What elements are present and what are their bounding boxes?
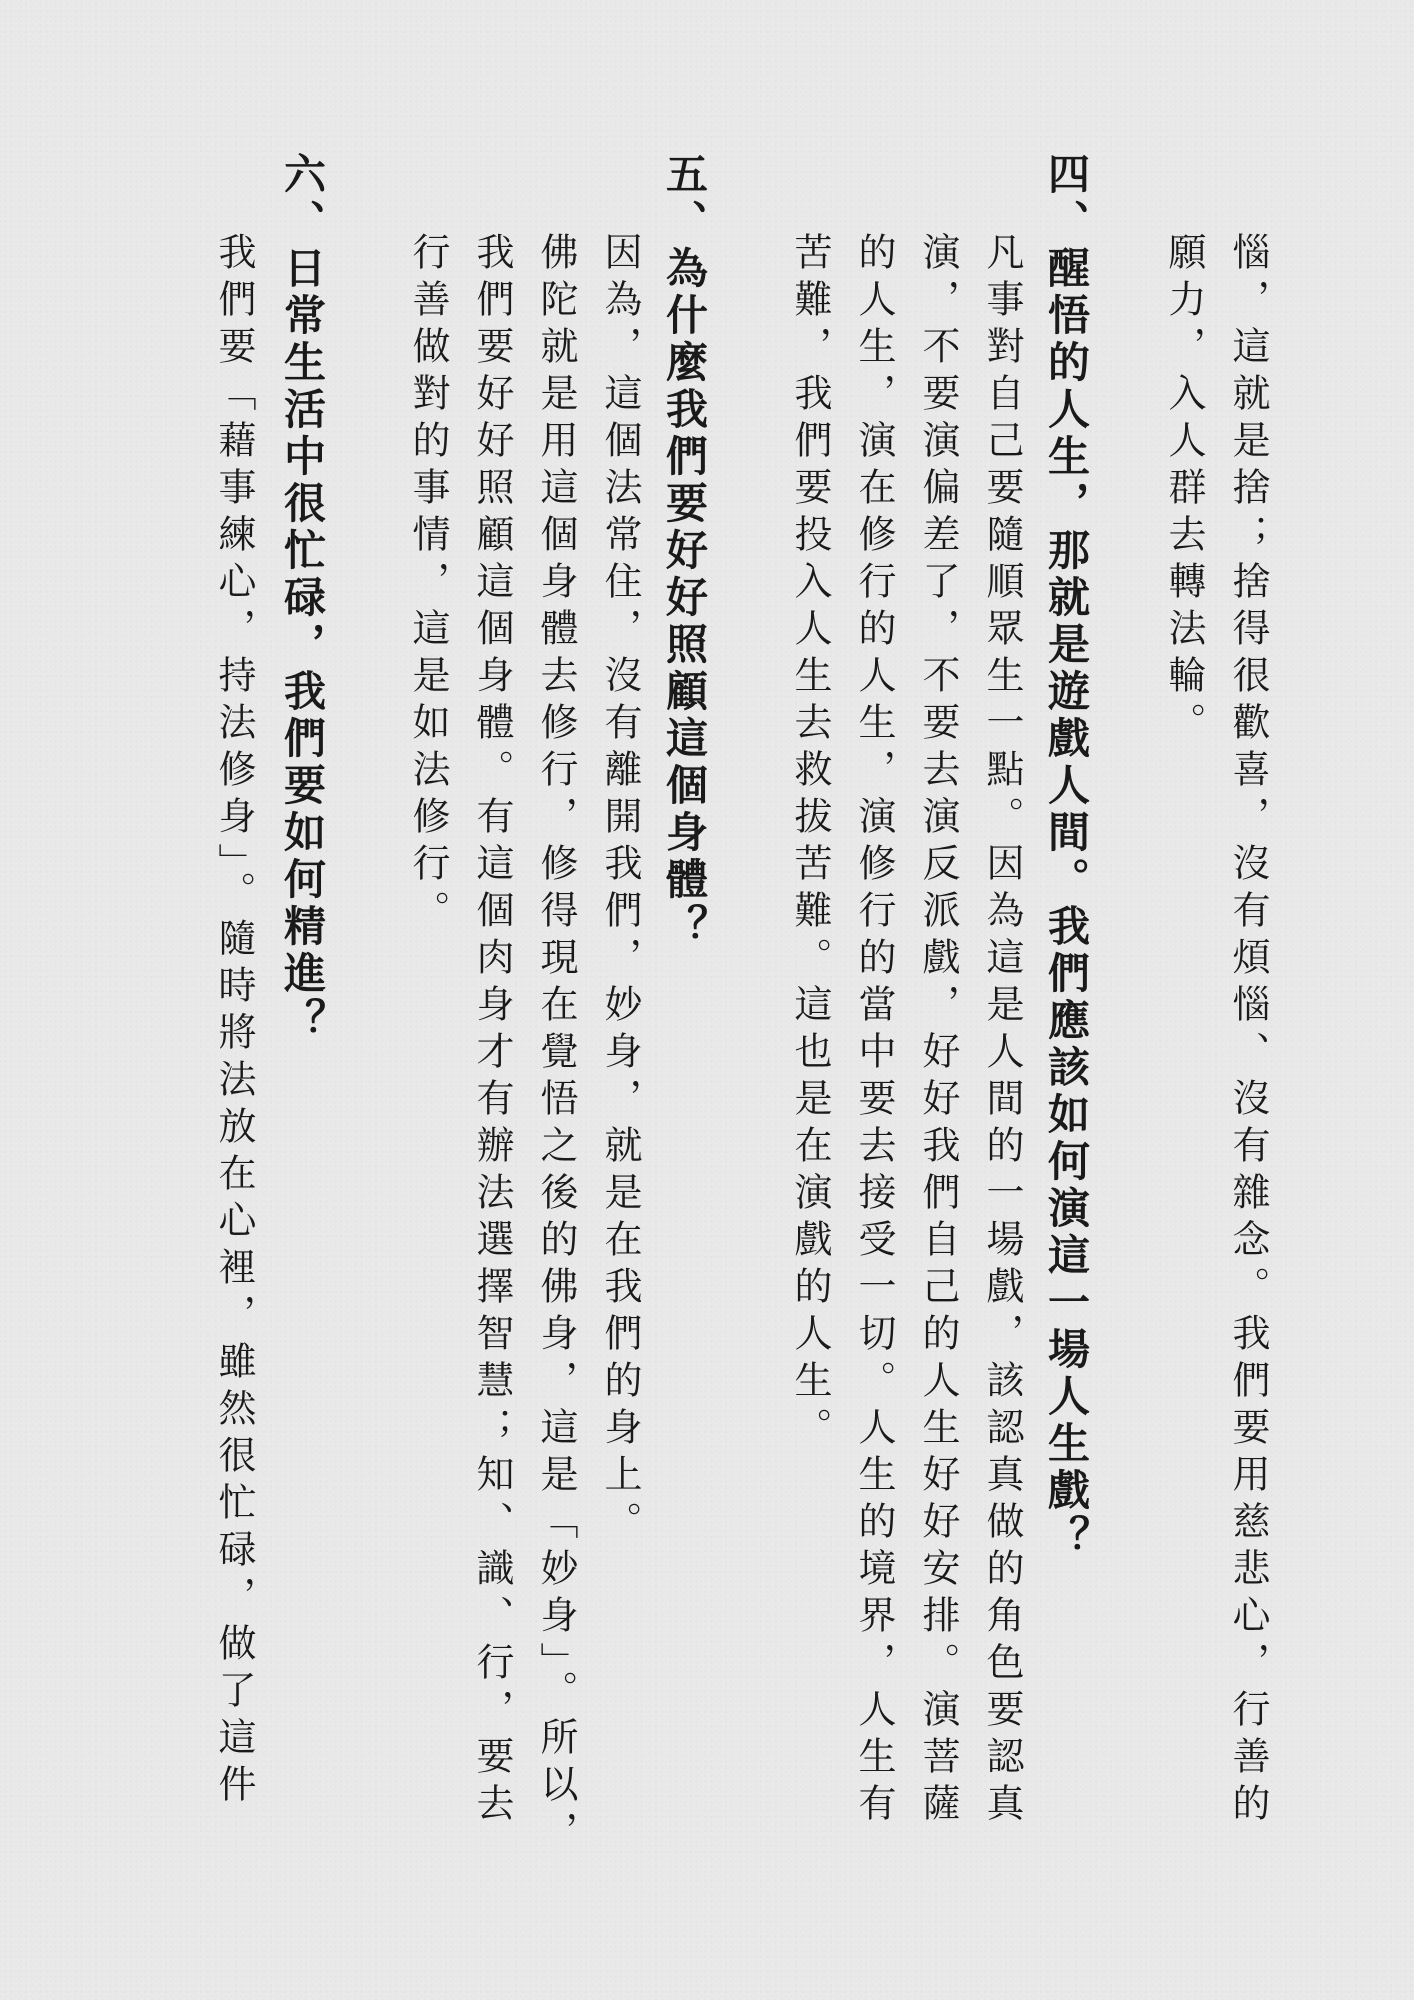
body-text-line: 佛陀就是用這個身體去修行，修得現在覺悟之後的佛身，這是「妙身」。所以， [534,232,578,1858]
body-text-line: 的人生，演在修行的人生，演修行的當中要去接受一切。人生的境界，人生有 [852,232,896,1830]
section-heading: 五、為什麼我們要好好照顧這個身體？ [660,152,709,951]
body-text-line: 苦難，我們要投入人生去救拔苦難。這也是在演戲的人生。 [788,232,832,1454]
body-text-line: 行善做對的事情，這是如法修行。 [406,232,450,937]
body-text-line: 我們要好好照顧這個身體。有這個肉身才有辦法選擇智慧；知、識、行，要去 [470,232,514,1830]
body-text-line: 願力，入人群去轉法輪。 [1162,232,1206,749]
body-text-line: 惱，這就是捨；捨得很歡喜，沒有煩惱、沒有雜念。我們要用慈悲心，行善的 [1226,232,1270,1830]
body-text-line: 我們要「藉事練心，持法修身」。隨時將法放在心裡，雖然很忙碌，做了這件 [212,232,256,1811]
body-text-line: 凡事對自己要隨順眾生一點。因為這是人間的一場戲，該認真做的角色要認真 [980,232,1024,1830]
section-heading: 四、醒悟的人生，那就是遊戲人間。我們應該如何演這一場人生戲？ [1042,152,1091,1562]
body-text-line: 因為，這個法常住，沒有離開我們，妙身，就是在我們的身上。 [598,232,642,1548]
section-heading: 六、日常生活中很忙碌，我們要如何精進？ [278,152,327,1045]
body-text-line: 演，不要演偏差了，不要去演反派戲，好好我們自己的人生好好安排。演菩薩 [916,232,960,1830]
